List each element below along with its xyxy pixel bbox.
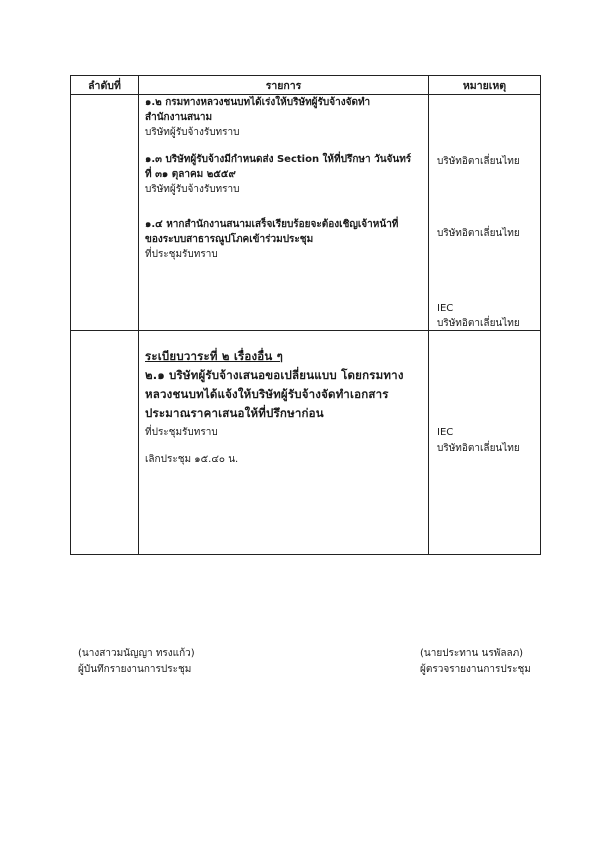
- recorder-name: (นางสาวมนัญญา ทรงแก้ว): [78, 648, 195, 659]
- remark-1-4-iec: IEC: [437, 303, 454, 314]
- item-2-1-line-a: ๒.๑ บริษัทผู้รับจ้างเสนอขอเปลี่ยนแบบ โดยกรมทาง: [145, 368, 404, 382]
- items-cell: [139, 95, 429, 331]
- seq-cell: [71, 331, 139, 555]
- table-row: [71, 331, 541, 555]
- header-items: รายการ: [139, 76, 429, 95]
- items-cell: [139, 331, 429, 555]
- agenda-2-heading: ระเบียบวาระที่ ๒ เรื่องอื่น ๆ: [145, 349, 284, 363]
- item-1-2-title-line-b: สำนักงานสนาม: [145, 112, 213, 123]
- item-2-1-line-b: หลวงชนบทได้แจ้งให้บริษัทผู้รับจ้างจัดทำเอกสาร: [145, 387, 389, 401]
- remark-1-4-company: บริษัทอิตาเลี่ยนไทย: [437, 318, 520, 329]
- item-2-1-line-c: ประมาณราคาเสนอให้ที่ปรึกษาก่อน: [145, 406, 324, 420]
- item-1-3-title: [145, 152, 422, 182]
- item-1-3-title-line-a: ๑.๓ บริษัทผู้รับจ้างมีกำหนดส่ง Section ให้ที่ปรึกษา วันจันทร์: [145, 154, 412, 165]
- remarks-cell: [429, 331, 541, 555]
- reviewer-name: (นายประทาน นรพัลลภ): [420, 648, 524, 659]
- seq-cell: [71, 95, 139, 331]
- remark-2-1-iec: IEC: [437, 427, 454, 438]
- table-header-row: [71, 76, 541, 95]
- reviewer-role: ผู้ตรวจรายงานการประชุม: [420, 664, 531, 675]
- item-1-3-note: บริษัทผู้รับจ้างรับทราบ: [145, 184, 240, 195]
- item-1-3-title-line-b: ที่ ๓๑ ตุลาคม ๒๕๕๙: [145, 169, 236, 180]
- meeting-closing: เลิกประชุม ๑๕.๔๐ น.: [145, 454, 239, 465]
- item-1-2-title-line-a: ๑.๒ กรมทางหลวงชนบทได้เร่งให้บริษัทผู้รับจ้างจัดทำ: [145, 97, 371, 108]
- remark-1-3: บริษัทอิตาเลี่ยนไทย: [437, 228, 520, 239]
- signature-reviewer: [420, 646, 531, 678]
- item-2-1-title: [145, 366, 422, 423]
- signature-recorder: [78, 646, 195, 678]
- remarks-cell: [429, 95, 541, 331]
- recorder-role: ผู้บันทึกรายงานการประชุม: [78, 664, 192, 675]
- item-1-4-note: ที่ประชุมรับทราบ: [145, 249, 218, 260]
- table-row: [71, 95, 541, 331]
- item-2-1-note: ที่ประชุมรับทราบ: [145, 427, 218, 438]
- item-1-4-title-line-b: ของระบบสาธารณูปโภคเข้าร่วมประชุม: [145, 234, 314, 245]
- item-1-2-note: บริษัทผู้รับจ้างรับทราบ: [145, 127, 240, 138]
- item-1-4-title-line-a: ๑.๔ หากสำนักงานสนามเสร็จเรียบร้อยจะต้องเชิญเจ้าหน้าที่: [145, 219, 399, 230]
- item-1-2-title: [145, 95, 422, 125]
- header-seq: ลำดับที่: [71, 76, 139, 95]
- item-1-4-title: [145, 217, 422, 247]
- minutes-table: [70, 75, 541, 555]
- header-remarks: หมายเหตุ: [429, 76, 541, 95]
- remark-1-2: บริษัทอิตาเลี่ยนไทย: [437, 156, 520, 167]
- remark-2-1-company: บริษัทอิตาเลี่ยนไทย: [437, 443, 520, 454]
